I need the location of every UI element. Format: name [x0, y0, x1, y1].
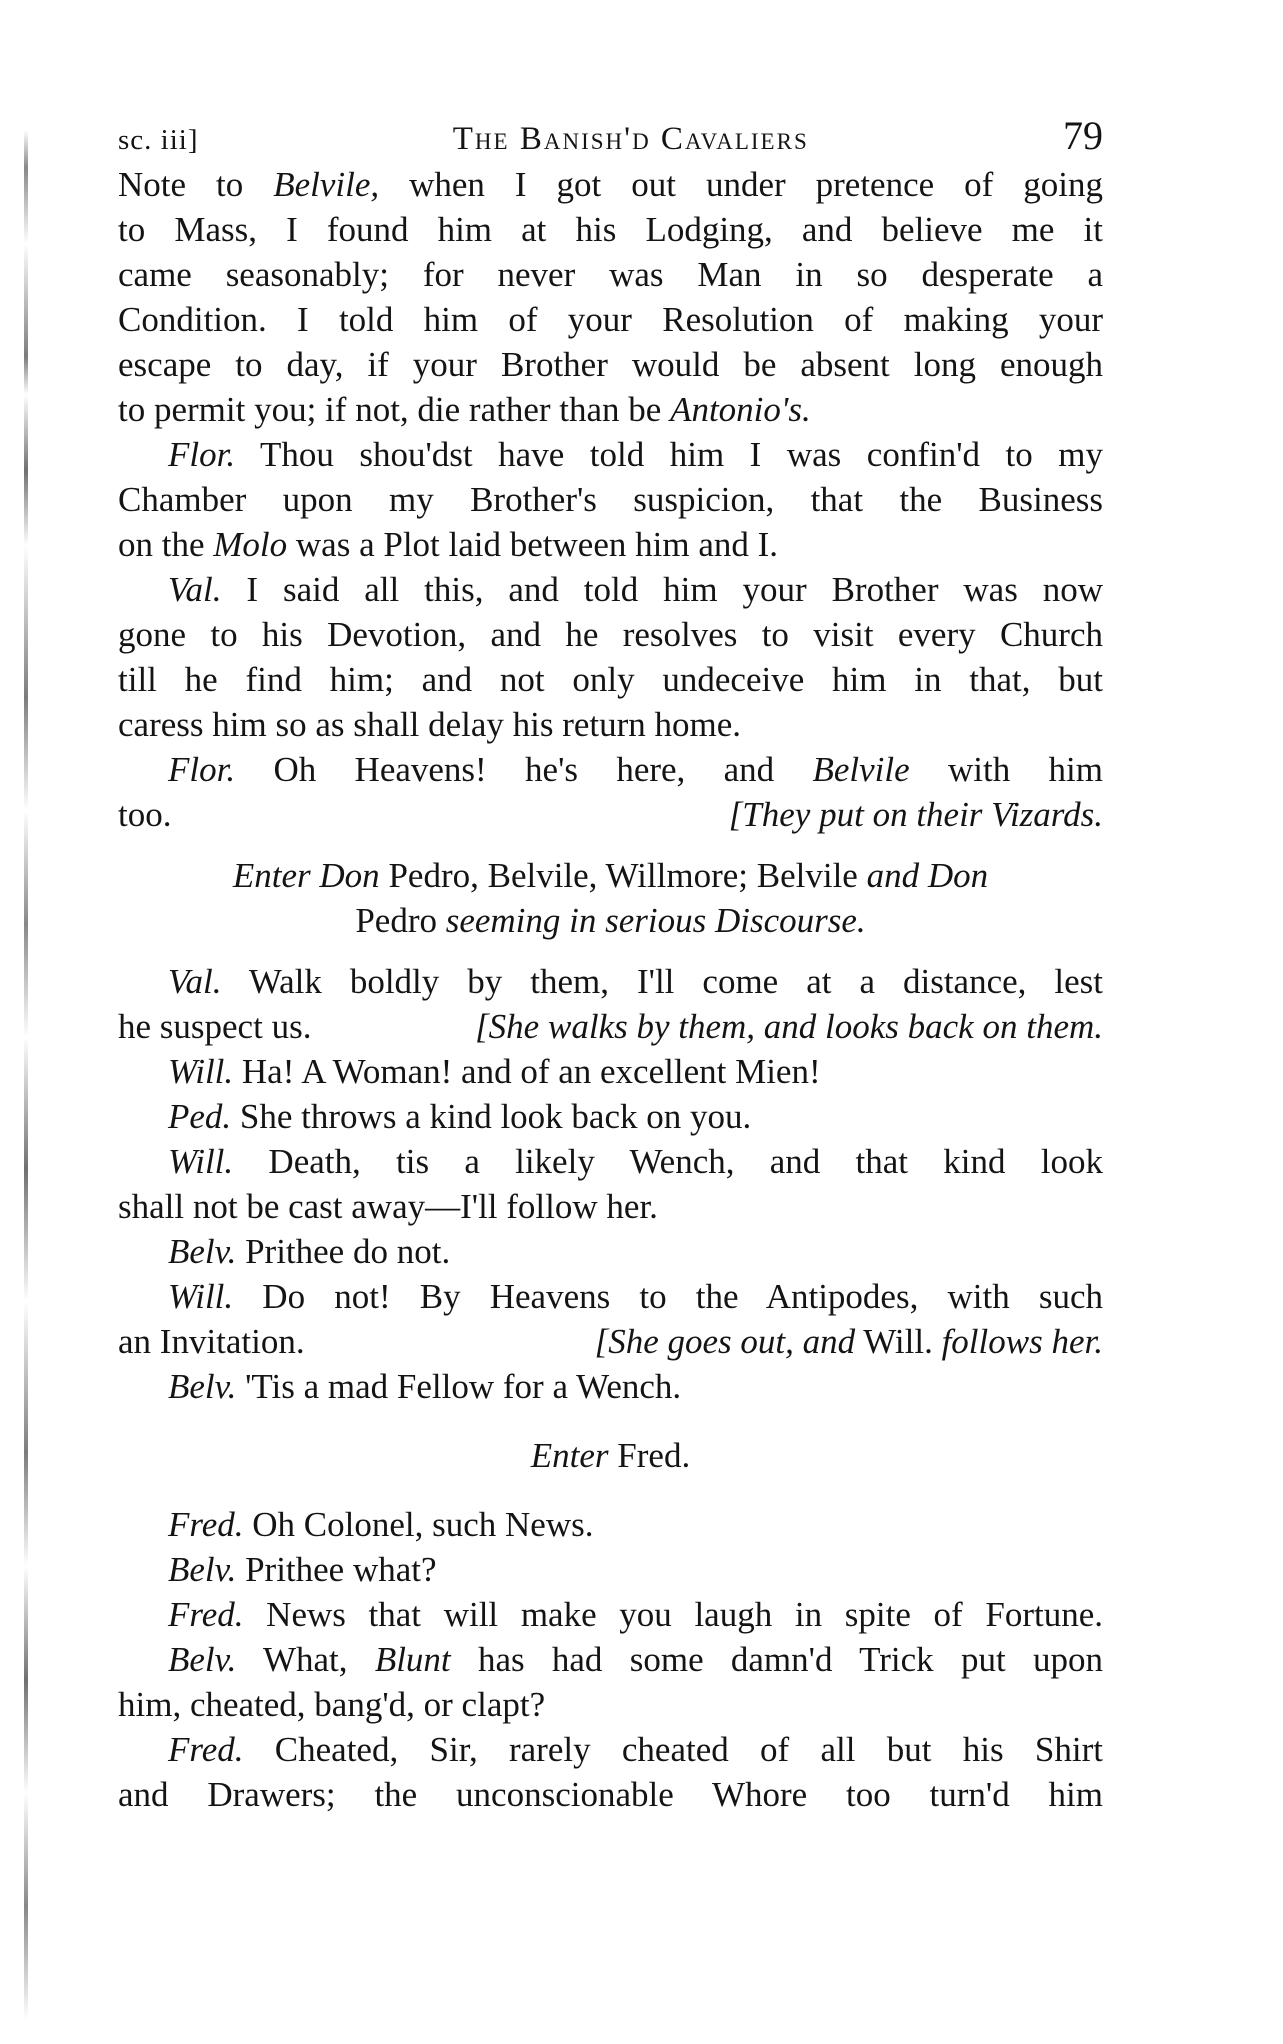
- text-line: to permit you; if not, die rather than be Antonio's.: [118, 390, 811, 429]
- stage-direction: [She walks by them, and looks back on them.: [475, 1007, 1103, 1046]
- speech-will: [118, 1139, 1103, 1229]
- text-line: escape to day, if your Brother would be absent long enough: [118, 345, 1103, 384]
- speech-belv: Belv. 'Tis a mad Fellow for a Wench.: [168, 1367, 682, 1406]
- text-line: Val. Walk boldly by them, I'll come at a distance, lest: [168, 962, 1103, 1001]
- stage-direction: [She goes out, and Will. follows her.: [594, 1322, 1103, 1361]
- text-line: to Mass, I found him at his Lodging, and believe me it: [118, 210, 1103, 249]
- text-line: Flor. Oh Heavens! he's here, and Belvile with him: [168, 750, 1103, 789]
- binding-gutter: [24, 130, 28, 2020]
- speech-val: [118, 567, 1103, 747]
- stage-direction: [They put on their Vizards.: [728, 795, 1103, 834]
- running-header: [118, 112, 1103, 162]
- speech-belv: [118, 1637, 1103, 1727]
- text-line: too. [They put on their Vizards.: [118, 792, 1103, 837]
- stage-direction-entrance: [118, 853, 1103, 943]
- speaker: Will.: [168, 1142, 234, 1181]
- speaker: Val.: [168, 570, 222, 609]
- speaker: Belv.: [168, 1640, 237, 1679]
- text-line: Will. Do not! By Heavens to the Antipodes, with such: [168, 1277, 1103, 1316]
- text-line: an Invitation. [She goes out, and Will. follows her.: [118, 1319, 1103, 1364]
- stage-direction-entrance: Enter Fred.: [530, 1436, 691, 1475]
- text-line: Will. Death, tis a likely Wench, and that kind look: [168, 1142, 1103, 1181]
- text-line: Flor. Thou shou'dst have told him I was confin'd to my: [168, 435, 1103, 474]
- text-line: shall not be cast away—I'll follow her.: [118, 1187, 658, 1226]
- speaker: Fred.: [168, 1505, 244, 1544]
- speech-ped: Ped. She throws a kind look back on you.: [168, 1097, 752, 1136]
- text-line: came seasonably; for never was Man in so desperate a: [118, 255, 1103, 294]
- text-line: on the Molo was a Plot laid between him and I.: [118, 525, 779, 564]
- speaker: Ped.: [168, 1097, 232, 1136]
- text-line: gone to his Devotion, and he resolves to visit every Church: [118, 615, 1103, 654]
- speech-val: [118, 959, 1103, 1049]
- speech-fred: Fred. News that will make you laugh in spite of Fortune.: [168, 1595, 1103, 1634]
- running-title: The Banish'd Cavaliers: [452, 121, 809, 157]
- text-line: Belv. What, Blunt has had some damn'd Trick put upon: [168, 1640, 1103, 1679]
- text-line: caress him so as shall delay his return home.: [118, 705, 742, 744]
- speech-fred: [118, 1727, 1103, 1817]
- text-line: Note to Belvile, when I got out under pretence of going: [118, 165, 1103, 204]
- speaker: Flor.: [168, 750, 236, 789]
- text-line: he suspect us. [She walks by them, and looks back on them.: [118, 1004, 1103, 1049]
- text-line: him, cheated, bang'd, or clapt?: [118, 1685, 546, 1724]
- book-page: [118, 112, 1103, 1817]
- speech-fred: Fred. Oh Colonel, such News.: [168, 1505, 594, 1544]
- speaker: Belv.: [168, 1367, 237, 1406]
- speech-flor: [118, 432, 1103, 567]
- text-line: Fred. Cheated, Sir, rarely cheated of all but his Shirt: [168, 1730, 1103, 1769]
- text-line: Condition. I told him of your Resolution of making your: [118, 300, 1103, 339]
- text-line: and Drawers; the unconscionable Whore too turn'd him: [118, 1775, 1103, 1814]
- speech-will: Will. Ha! A Woman! and of an excellent Mien!: [168, 1052, 821, 1091]
- text-line: Chamber upon my Brother's suspicion, that the Business: [118, 480, 1103, 519]
- text-line: Val. I said all this, and told him your Brother was now: [168, 570, 1103, 609]
- speech-belv: Belv. Prithee what?: [168, 1550, 437, 1589]
- speaker: Will.: [168, 1277, 234, 1316]
- scene-label: sc. iii]: [118, 124, 199, 156]
- text-line: Pedro seeming in serious Discourse.: [355, 901, 866, 940]
- speech-flor: [118, 747, 1103, 837]
- speaker: Val.: [168, 962, 222, 1001]
- paragraph: [118, 162, 1103, 432]
- speaker: Belv.: [168, 1232, 237, 1271]
- speaker: Belv.: [168, 1550, 237, 1589]
- speaker: Will.: [168, 1052, 234, 1091]
- speech-will: [118, 1274, 1103, 1364]
- text-line: Enter Don Pedro, Belvile, Willmore; Belvile and Don: [232, 856, 989, 895]
- speaker: Fred.: [168, 1595, 244, 1634]
- page-number: 79: [1063, 113, 1103, 158]
- speaker: Fred.: [168, 1730, 244, 1769]
- speech-belv: Belv. Prithee do not.: [168, 1232, 451, 1271]
- speaker: Flor.: [168, 435, 236, 474]
- text-line: till he find him; and not only undeceive him in that, but: [118, 660, 1103, 699]
